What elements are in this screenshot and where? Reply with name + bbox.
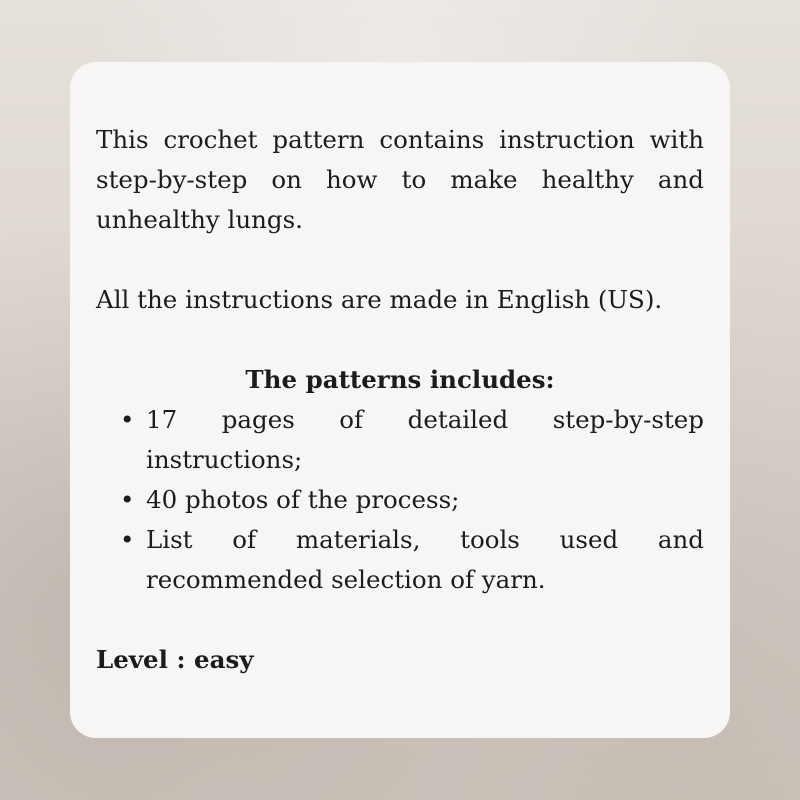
list-item [96,400,704,480]
list-item [96,480,704,520]
difficulty-level: Level : easy [96,645,254,674]
list-item-text: 17 pages of detailed step-by-step instructions; [146,405,704,474]
bullet-icon: • [120,405,135,434]
spacer [96,600,704,640]
info-card [70,62,730,738]
includes-heading: The patterns includes: [245,365,555,394]
language-note: All the instructions are made in English (US). [96,285,663,314]
list-item [96,520,704,600]
spacer [96,240,704,280]
bullet-icon: • [120,525,135,554]
list-item-text: List of materials, tools used and recommended selection of yarn. [146,525,704,594]
list-item-text: 40 photos of the process; [146,485,460,514]
description-paragraph: This crochet pattern contains instruction with step-by-step on how to make healthy and unhealthy lungs. [96,125,704,234]
bullet-icon: • [120,485,135,514]
spacer [96,320,704,360]
includes-list [96,400,704,600]
